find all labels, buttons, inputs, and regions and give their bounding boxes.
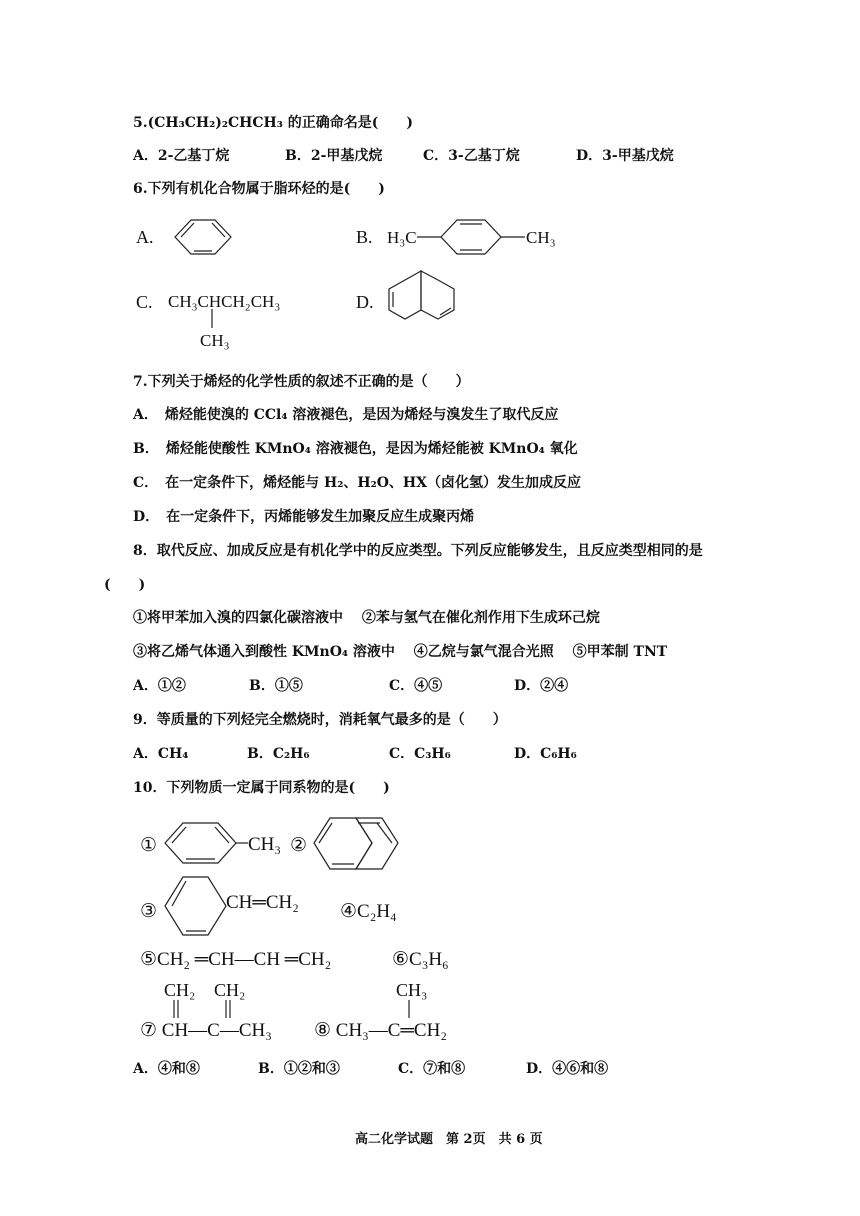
q10-1-benzene-ring [165,823,236,863]
q10-item7-main: ⑦ CH—C—CH₃ [140,1020,272,1041]
q10-option-d: D．④⑥和⑧ [526,1061,609,1077]
q6-b-left-group: H₃C [387,228,417,247]
q8-option-b: B．①⑤ [249,678,303,694]
q9-option-b: B．C₂H₆ [247,746,310,762]
q10-item1-number: ① [140,835,158,856]
q6-d-left-ring [389,271,421,319]
q6-label-c: C. [136,292,153,312]
q5-option-b: B．2-甲基戊烷 [285,148,383,164]
q5-option-c: C．3-乙基丁烷 [423,148,520,164]
q5-stem: 5.(CH₃CH₂)₂CHCH₃ 的正确命名是( ) [133,115,413,131]
q7-stem: 7.下列关于烯烃的化学性质的叙述不正确的是（ ） [133,374,470,390]
q6-b-right-group: CH₃ [526,228,556,247]
q5-option-d: D．3-甲基戊烷 [576,148,674,164]
q10-item8-bond [400,998,420,1020]
q6-b-benzene-ring [441,220,501,254]
q6-label-b: B. [356,227,373,247]
q5-option-a: A．2-乙基丁烷 [133,148,230,164]
q9-option-d: D．C₆H₆ [514,746,577,762]
q8-option-a: A．①② [133,678,186,694]
q7-option-d: D． 在一定条件下，丙烯能够发生加聚反应生成聚丙烯 [133,509,475,525]
page-footer: 高二化学试题 第 2页 共 6 页 [355,1132,543,1147]
q10-stem: 10．下列物质一定属于同系物的是( ) [133,780,390,796]
q10-option-c: C．⑦和⑧ [398,1061,466,1077]
q7-option-b: B． 烯烃能使酸性 KMnO₄ 溶液褪色，是因为烯烃能被 KMnO₄ 氧化 [133,441,578,457]
q10-item2-number: ② [290,835,308,856]
q8-stem-line2: ( ) [104,577,146,593]
q10-item3-number: ③ [140,901,158,922]
q10-2-naphthalene-right [356,818,398,869]
q8-option-d: D．②④ [514,678,569,694]
q10-item6: ⑥C₃H₆ [392,949,449,970]
q6-label-a: A. [136,227,154,247]
q9-stem: 9．等质量的下列烃完全燃烧时，消耗氧气最多的是（ ） [133,712,507,728]
q9-option-a: A．CH₄ [133,746,189,762]
q8-reaction-line2: ③将乙烯气体通入到酸性 KMnO₄ 溶液中 ④乙烷与氯气混合光照 ⑤甲苯制 TNT [133,644,668,660]
q7-option-a: A． 烯烃能使溴的 CCl₄ 溶液褪色，是因为烯烃与溴发生了取代反应 [133,407,559,423]
q10-item7-top1: CH₂ [164,980,196,1000]
q6-c-main-chain: CH₃CHCH₂CH₃ [168,292,281,311]
q10-item7-top2: CH₂ [214,980,246,1000]
q6-a-benzene-ring [175,220,231,254]
q6-c-branch: CH₃ [200,331,230,350]
q10-item3-group: CH═CH₂ [226,892,299,913]
q6-label-d: D. [356,292,374,312]
q10-option-b: B．①②和③ [258,1061,340,1077]
q10-item8-main: ⑧ CH₃—C═CH₂ [314,1020,447,1041]
q6-structures [120,200,600,360]
q10-item8-top: CH₃ [396,980,428,1000]
q6-d-right-ring [421,271,454,319]
q10-item4: ④C₂H₄ [340,901,397,922]
q6-stem: 6.下列有机化合物属于脂环烃的是( ) [133,181,385,197]
q10-item5: ⑤CH₂ ═CH—CH ═CH₂ [140,949,332,970]
q10-option-a: A．④和⑧ [133,1061,200,1077]
q10-item1-group: CH₃ [248,834,282,855]
q10-3-benzene-ring [165,877,226,935]
q7-option-c: C． 在一定条件下，烯烃能与 H₂、H₂O、HX（卤化氢）发生加成反应 [133,475,582,491]
q9-option-c: C．C₃H₆ [389,746,451,762]
q8-reaction-line1: ①将甲苯加入溴的四氯化碳溶液中 ②苯与氢气在催化剂作用下生成环己烷 [133,610,600,626]
q8-stem-line1: 8．取代反应、加成反应是有机化学中的反应类型。下列反应能够发生，且反应类型相同的是 [133,543,703,559]
q8-option-c: C．④⑤ [389,678,443,694]
q10-2-naphthalene-left [314,818,372,869]
